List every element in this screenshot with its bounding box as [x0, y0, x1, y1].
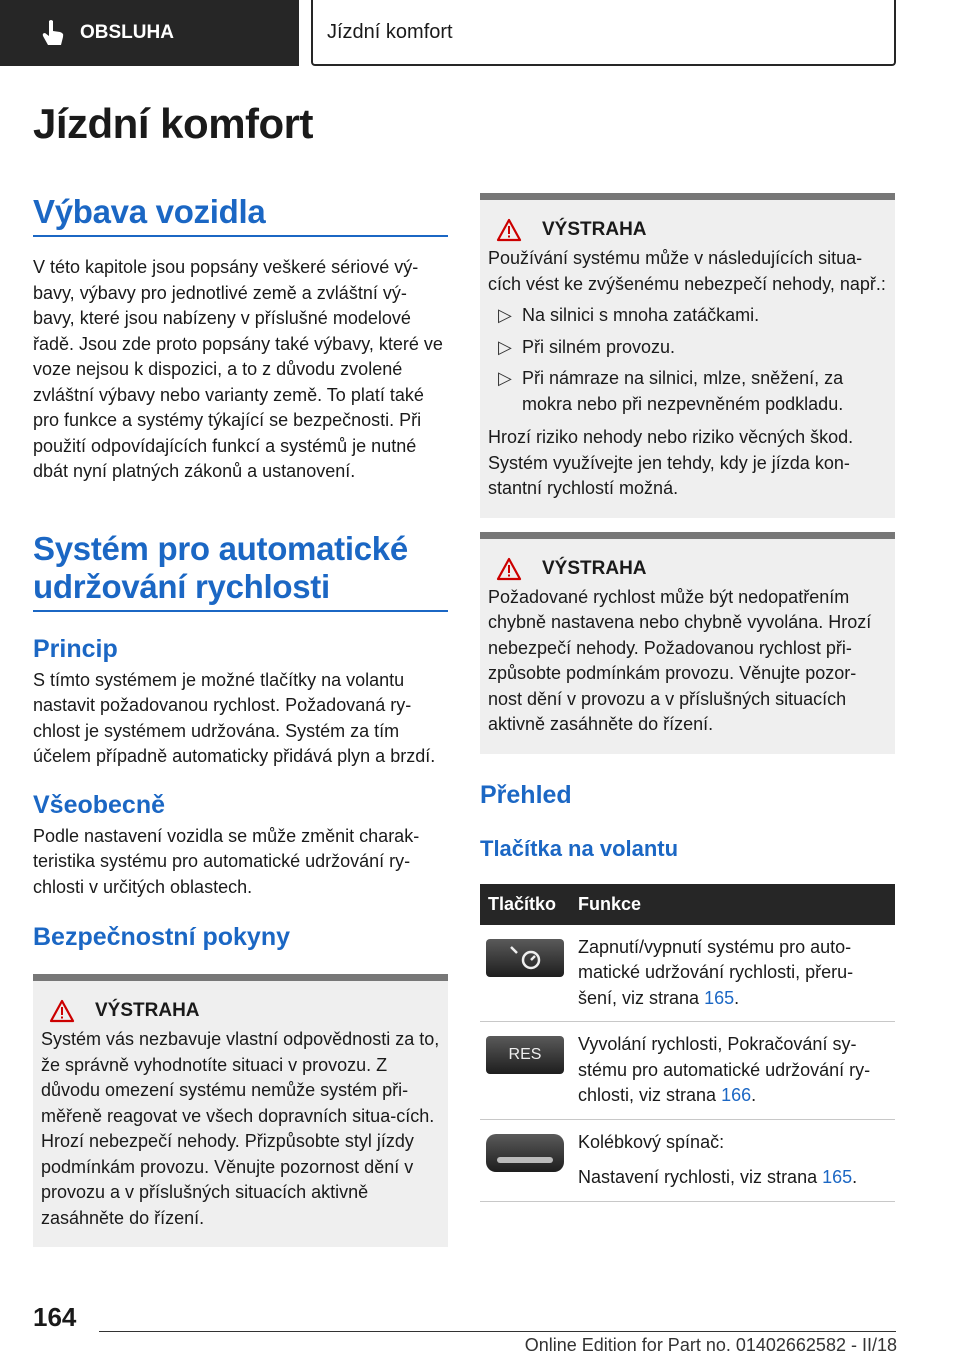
cruise-control-icon [486, 939, 564, 977]
function-text: Vyvolání rychlosti, Pokračování sy-stému pro automatické udržování ry-chlosti, viz strana [578, 1034, 871, 1105]
warning-triangle-icon [496, 218, 522, 242]
warning-box [480, 532, 895, 754]
section-label: OBSLUHA [80, 22, 174, 43]
table-row [480, 1119, 895, 1201]
button-cell [480, 925, 570, 1022]
column-header-function: Funkce [570, 884, 895, 925]
function-cell: Zapnutí/vypnutí systému pro auto-matické udržování rychlosti, přeru-šení, viz strana 165. [570, 925, 895, 1022]
function-text: Zapnutí/vypnutí systému pro auto-matické udržování rychlosti, přeru-šení, viz strana [578, 936, 854, 1008]
triangle-bullet-icon: ▷ [498, 336, 512, 357]
warning-box [33, 974, 448, 1247]
warning-box [480, 193, 895, 518]
buttons-table [480, 884, 895, 1202]
bullet-item: ▷ Při námraze na silnici, mlze, sněžení, za mokra nebo při nezpevněném podkladu. [488, 366, 887, 417]
right-column [480, 193, 895, 1202]
system-title-line2: udržování rychlosti [33, 567, 330, 605]
function-text: Kolébkový spínač: [578, 1131, 725, 1152]
table-row [480, 925, 895, 1022]
tlacitka-title: Tlačítka na volantu [480, 835, 679, 861]
princip-paragraph: S tímto systémem je možné tlačítky na volantu nastavit požadovanou rychlost. Požadovaná ry-chlost je systémem udržována. Systém za tím účelem případně automaticky přidává plyn a brzdí. [33, 669, 436, 766]
warning-label: VÝSTRAHA [542, 557, 647, 579]
section-title-system [33, 530, 448, 612]
footer-divider [99, 1331, 896, 1332]
warning-header [41, 999, 440, 1023]
warning-text: Systém vás nezbavuje vlastní odpovědnosti za to, že správně vyhodnotíte situaci v provozu. Z důvodu omezení systému nemůže systém při-měřeně reagovat ve všech dopravních situa-cích. Hrozí nebezpečí nehody. Přizpůsobte styl jízdy podmínkám provozu. Věnujte pozornost dění v provozu a v příslušných situacích aktivně zasáhněte do řízení. [41, 1029, 440, 1228]
function-text: Nastavení rychlosti, viz strana [578, 1167, 823, 1187]
warning-triangle-icon [49, 999, 75, 1023]
warning-triangle-icon [496, 557, 522, 581]
triangle-bullet-icon: ▷ [498, 368, 512, 388]
column-header-button: Tlačítko [480, 884, 570, 925]
bullet-item: ▷ Na silnici s mnoha zatáčkami. [488, 303, 887, 329]
warning-label: VÝSTRAHA [95, 1000, 200, 1021]
bezpecnost-title: Bezpečnostní pokyny [33, 923, 290, 951]
page-link[interactable]: 165 [822, 1167, 853, 1187]
vseobecne-paragraph: Podle nastavení vozidla se může změnit charak-teristika systému pro automatické udržování ry-chlosti v určitých oblastech. [33, 825, 420, 897]
res-button-icon: RES [486, 1036, 564, 1074]
button-cell [480, 1022, 570, 1120]
warning-outro: Hrozí riziko nehody nebo riziko věcných škod. Systém využívejte jen tehdy, kdy je jízda kon-stantní rychlostí možná. [488, 427, 854, 498]
function-cell: Kolébkový spínač: Nastavení rychlosti, viz strana 165. [570, 1119, 895, 1201]
page-link[interactable]: 166 [721, 1085, 752, 1105]
rocker-switch-icon [486, 1134, 564, 1172]
edition-text: Online Edition for Part no. 01402662582 - II/18 [524, 1335, 897, 1355]
triangle-bullet-icon: ▷ [498, 305, 512, 325]
prehled-title: Přehled [480, 780, 572, 809]
button-cell [480, 1119, 570, 1201]
section-title-vybava: Výbava vozidla [33, 193, 448, 237]
warning-header [488, 218, 887, 242]
bullet-item: ▷ Při silném provozu. [488, 335, 887, 361]
warning-text: Požadované rychlost může být nedopatřením chybně nastavena nebo chybně vyvolána. Hrozí nebezpečí nehody. Požadovanou rychlost při-způsobte podmínkám provozu. Věnujte pozor-nost dění v provozu a v příslušných situacích aktivně zasáhněte do řízení. [488, 586, 872, 734]
vseobecne-title: Všeobecně [33, 790, 166, 819]
left-column [33, 193, 448, 1247]
princip-title: Princip [33, 634, 118, 663]
vybava-paragraph: V této kapitole jsou popsány veškeré sériové vý-bavy, výbavy pro jednotlivé země a zvláštní vý-bavy, které jsou nabízeny v příslušné modelové řadě. Jsou zde proto popsány také výbavy, které ve voze nejsou k dispozici, a to z důvodu zvolené zvláštní výbavy nebo varianty země. To platí také pro funkce a systémy týkající se bezpečnosti. Při použití odpovídajících funkcí a systémů je nutné dbát nyní platných zákonů a ustanovení. [33, 257, 443, 481]
system-title-line1: Systém pro automatické [33, 529, 408, 567]
chapter-label: Jízdní komfort [327, 20, 453, 43]
warning-intro: Používání systému může v následujících situa-cích vést ke zvýšenému nebezpečí nehody, např.: [488, 248, 886, 294]
warning-header [488, 557, 887, 581]
page-link[interactable]: 165 [704, 987, 735, 1008]
function-cell: Vyvolání rychlosti, Pokračování sy-stému pro automatické udržování ry-chlosti, viz strana 166. [570, 1022, 895, 1120]
warning-label: VÝSTRAHA [542, 219, 647, 240]
page-number: 164 [33, 1302, 77, 1332]
page-title: Jízdní komfort [33, 100, 314, 147]
chapter-header [311, 0, 896, 66]
section-tab [0, 0, 299, 66]
table-row [480, 1022, 895, 1120]
hand-pointer-icon [40, 19, 66, 47]
table-header-row [480, 884, 895, 925]
